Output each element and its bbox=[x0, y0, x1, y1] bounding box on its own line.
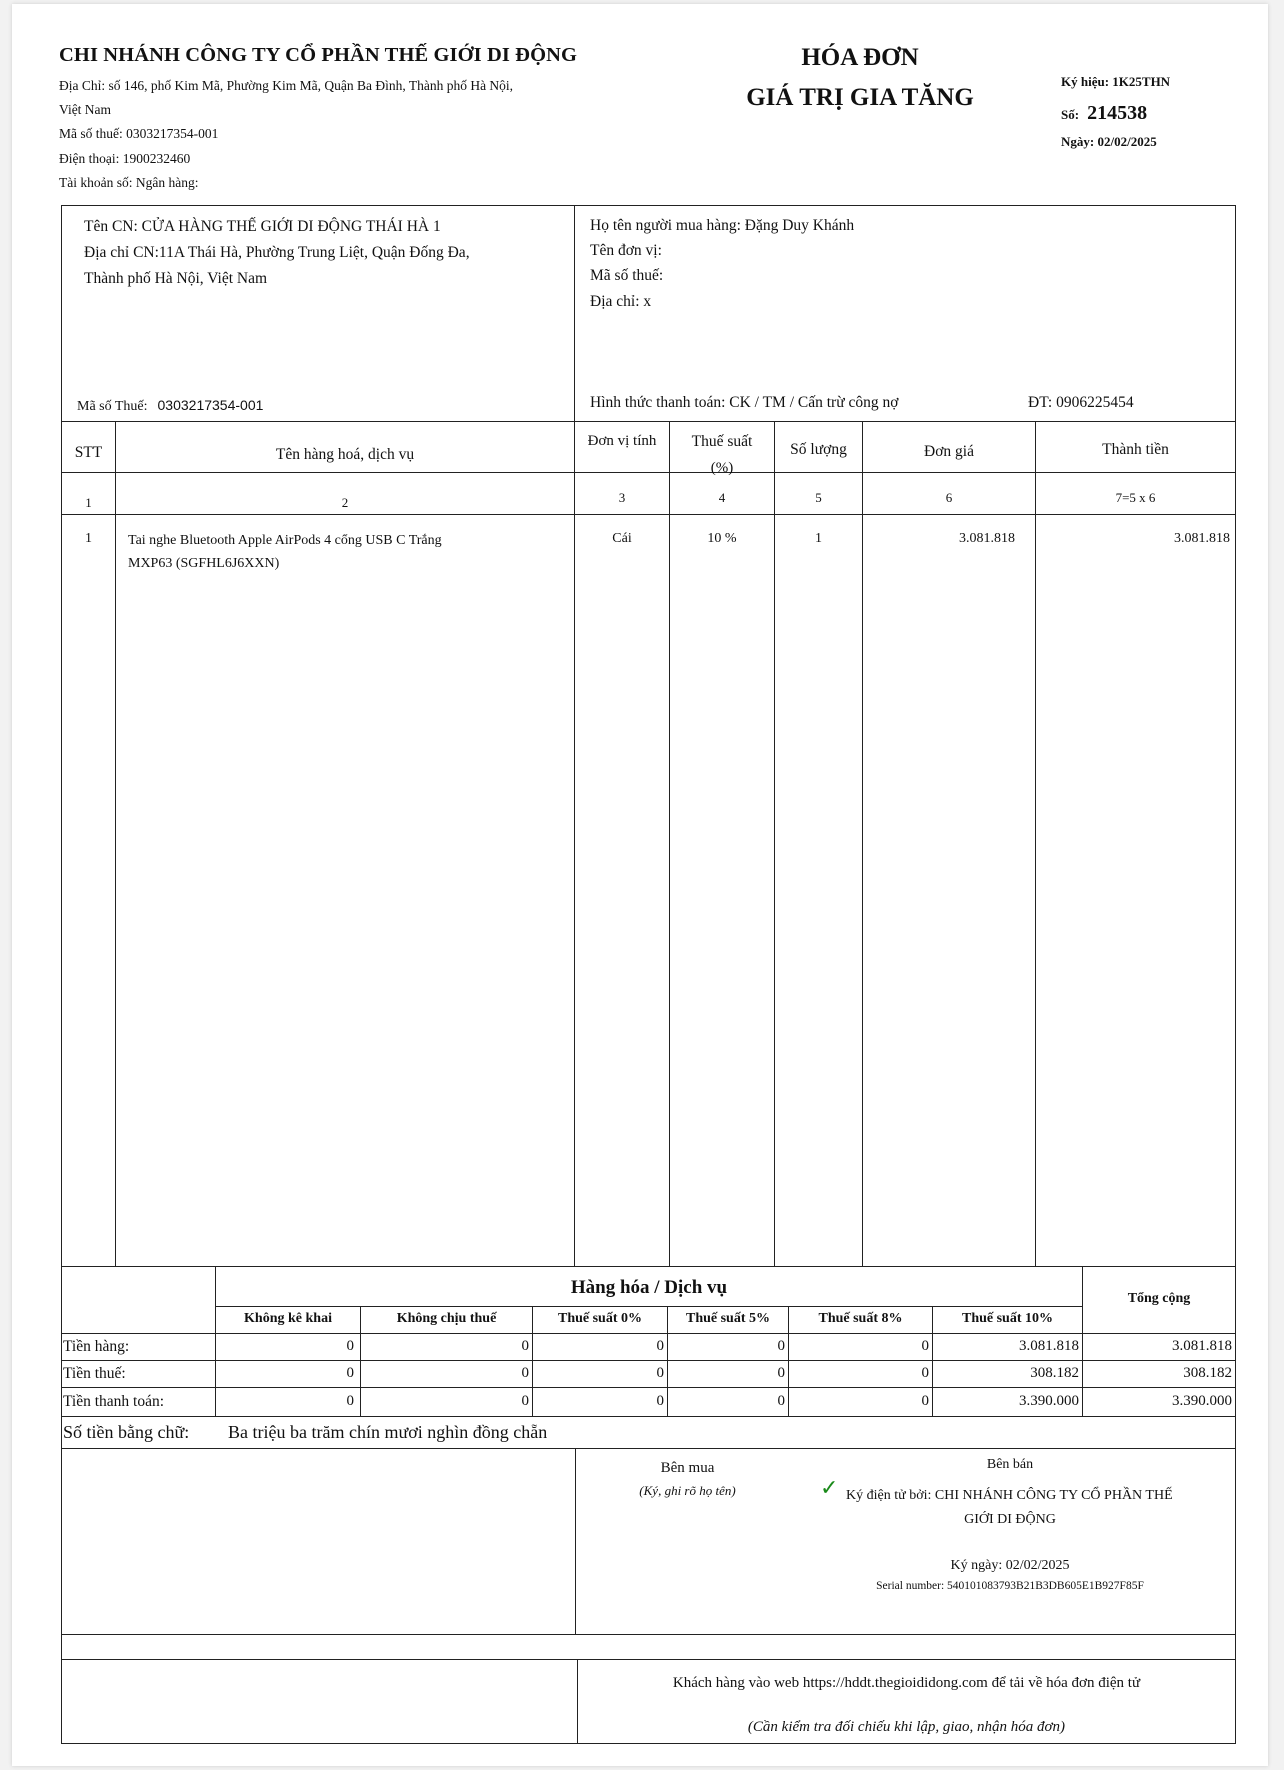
check-icon: ✓ bbox=[820, 1476, 839, 1501]
row-unit: Cái bbox=[612, 531, 632, 546]
colnum-3: 3 bbox=[618, 490, 626, 505]
branch-address-line2: Thành phố Hà Nội, Việt Nam bbox=[84, 270, 268, 287]
summary-cell: 0 bbox=[346, 1338, 354, 1354]
header-tax-rate-line2: (%) bbox=[710, 460, 734, 476]
serial-number: Serial number: 540101083793B21B3DB605E1B927F85F bbox=[876, 1580, 1144, 1592]
buyer-unit: Tên đơn vị: bbox=[590, 242, 662, 259]
sign-date: Ký ngày: 02/02/2025 bbox=[950, 1558, 1070, 1573]
buyer-address: Địa chỉ: x bbox=[590, 293, 652, 310]
branch-tax-value: 0303217354-001 bbox=[157, 397, 264, 413]
col-line-6 bbox=[1035, 421, 1036, 1266]
frame-left-line bbox=[61, 205, 62, 1743]
colnum-6: 6 bbox=[945, 490, 953, 505]
colnum-5: 5 bbox=[815, 490, 822, 505]
summary-total-header: Tổng cộng bbox=[1127, 1291, 1191, 1306]
summary-col-header: Thuế suất 5% bbox=[685, 1311, 771, 1326]
col-line-4 bbox=[774, 421, 775, 1266]
colnum-1: 1 bbox=[85, 495, 92, 510]
summary-cell: 0 bbox=[656, 1338, 664, 1354]
summary-cell: 0 bbox=[921, 1393, 929, 1409]
summary-cell: 0 bbox=[777, 1338, 785, 1354]
summary-col-header: Không kê khai bbox=[244, 1311, 332, 1326]
summary-cell: 0 bbox=[777, 1365, 785, 1381]
seller-account: Tài khoản số: Ngân hàng: bbox=[59, 175, 199, 190]
summary-row-label: Tiền thanh toán: bbox=[63, 1393, 165, 1410]
branch-tax-label: Mã số Thuế: bbox=[77, 399, 148, 414]
summary-cell: 0 bbox=[521, 1393, 529, 1409]
header-tax-rate-line1: Thuế suất bbox=[691, 433, 753, 450]
summary-row-label: Tiền hàng: bbox=[63, 1338, 130, 1355]
header-unit: Đơn vị tính bbox=[587, 433, 657, 449]
row-name-line2: MXP63 (SGFHL6J6XXN) bbox=[128, 556, 280, 571]
branch-address-line1: Địa chỉ CN:11A Thái Hà, Phường Trung Liệt, Quận Đống Đa, bbox=[84, 244, 470, 261]
summary-total-cell: 3.081.818 bbox=[1172, 1338, 1232, 1354]
invoice-symbol: Ký hiệu: 1K25THN bbox=[1061, 74, 1171, 89]
buyer-signature-title: Bên mua bbox=[660, 1460, 715, 1476]
row-qty: 1 bbox=[815, 531, 822, 546]
seller-address-line2: Việt Nam bbox=[59, 102, 112, 117]
summary-cell: 3.081.818 bbox=[1019, 1338, 1079, 1354]
header-item-name: Tên hàng hoá, dịch vụ bbox=[275, 446, 415, 463]
summary-cell: 3.390.000 bbox=[1019, 1393, 1079, 1409]
invoice-title-line2: GIÁ TRỊ GIA TĂNG bbox=[746, 84, 974, 111]
seller-address-line1: Địa Chỉ: số 146, phố Kim Mã, Phường Kim Mã, Quận Ba Đình, Thành phố Hà Nội, bbox=[59, 78, 514, 93]
row-name-line1: Tai nghe Bluetooth Apple AirPods 4 cổng USB C Trắng bbox=[128, 533, 442, 548]
in-words-label: Số tiền bằng chữ: bbox=[63, 1422, 190, 1442]
summary-group-title: Hàng hóa / Dịch vụ bbox=[570, 1277, 728, 1298]
colnum-4: 4 bbox=[718, 490, 726, 505]
summary-row1-line bbox=[61, 1360, 1236, 1361]
col-line-3 bbox=[669, 421, 670, 1266]
col-line-2 bbox=[574, 421, 575, 1266]
frame-right-line bbox=[1235, 205, 1236, 1743]
invoice-title-line1: HÓA ĐƠN bbox=[801, 44, 919, 71]
payment-method: Hình thức thanh toán: CK / TM / Cấn trừ công nợ bbox=[590, 394, 899, 411]
branch-name: Tên CN: CỬA HÀNG THẾ GIỚI DI ĐỘNG THÁI HÀ 1 bbox=[84, 218, 441, 235]
summary-cell: 0 bbox=[521, 1365, 529, 1381]
seller-signature-title: Bên bán bbox=[986, 1457, 1034, 1472]
summary-cell: 0 bbox=[346, 1365, 354, 1381]
buyer-tax-code: Mã số thuế: bbox=[590, 267, 664, 284]
row-tax-rate: 10 % bbox=[707, 531, 737, 546]
invoice-number-label: Số: bbox=[1061, 107, 1080, 122]
summary-total-cell: 3.390.000 bbox=[1172, 1393, 1232, 1409]
seller-company-name: CHI NHÁNH CÔNG TY CỔ PHẦN THẾ GIỚI DI ĐỘNG bbox=[59, 44, 578, 66]
header-price: Đơn giá bbox=[924, 443, 974, 460]
header-qty: Số lượng bbox=[790, 441, 847, 458]
footer-web-note: Khách hàng vào web https://hddt.thegioididong.com để tải về hóa đơn điện tử bbox=[672, 1675, 1141, 1691]
summary-cell: 0 bbox=[346, 1393, 354, 1409]
frame-top-line bbox=[61, 205, 1236, 206]
summary-row-label: Tiền thuế: bbox=[63, 1365, 126, 1382]
summary-cell: 0 bbox=[921, 1338, 929, 1354]
summary-group-line bbox=[215, 1306, 1082, 1307]
summary-row2-line bbox=[61, 1387, 1236, 1388]
invoice-date: Ngày: 02/02/2025 bbox=[1061, 134, 1157, 149]
row-stt: 1 bbox=[85, 531, 92, 546]
summary-cell: 0 bbox=[656, 1393, 664, 1409]
seller-phone: Điện thoại: 1900232460 bbox=[59, 151, 191, 166]
buyer-name: Họ tên người mua hàng: Đặng Duy Khánh bbox=[590, 217, 855, 234]
summary-cell: 308.182 bbox=[1030, 1365, 1079, 1381]
summary-row3-line bbox=[61, 1416, 1236, 1417]
invoice-number-block bbox=[1061, 102, 1147, 125]
branch-tax-block bbox=[77, 397, 263, 415]
signed-by-line1: Ký điện tử bởi: CHI NHÁNH CÔNG TY CỔ PHẦN THẾ bbox=[846, 1488, 1173, 1503]
signed-by-line2: GIỚI DI ĐỘNG bbox=[964, 1512, 1056, 1527]
row-price: 3.081.818 bbox=[959, 531, 1015, 546]
table-header-bottom-line bbox=[61, 472, 1236, 473]
summary-col-header: Thuế suất 0% bbox=[557, 1311, 643, 1326]
col-line-1 bbox=[115, 421, 116, 1266]
colnum-7: 7=5 x 6 bbox=[1115, 490, 1156, 505]
seller-tax-code: Mã số thuế: 0303217354-001 bbox=[59, 126, 219, 141]
summary-total-cell: 308.182 bbox=[1183, 1365, 1232, 1381]
table-header-top-line bbox=[61, 421, 1236, 422]
buyer-phone: ĐT: 0906225454 bbox=[1028, 394, 1134, 411]
header-amount: Thành tiền bbox=[1102, 441, 1169, 458]
info-divider-line bbox=[574, 205, 575, 421]
footer-top-line bbox=[61, 1659, 1236, 1660]
in-words-value: Ba triệu ba trăm chín mươi nghìn đồng chẵn bbox=[228, 1422, 548, 1442]
summary-cell: 0 bbox=[521, 1338, 529, 1354]
summary-header-bottom-line bbox=[61, 1333, 1236, 1334]
row-amount: 3.081.818 bbox=[1174, 531, 1230, 546]
summary-top-line bbox=[61, 1266, 1236, 1267]
buyer-signature-note: (Ký, ghi rõ họ tên) bbox=[639, 1483, 736, 1498]
words-bottom-line bbox=[61, 1448, 1236, 1449]
header-stt: STT bbox=[74, 444, 103, 461]
signature-bottom-line bbox=[61, 1634, 1236, 1635]
summary-col-header: Thuế suất 8% bbox=[818, 1311, 903, 1326]
table-colnum-bottom-line bbox=[61, 514, 1236, 515]
frame-bottom-line bbox=[61, 1743, 1236, 1744]
summary-cell: 0 bbox=[656, 1365, 664, 1381]
col-line-5 bbox=[862, 421, 863, 1266]
footer-check-note: (Cần kiểm tra đối chiếu khi lập, giao, nhận hóa đơn) bbox=[747, 1719, 1066, 1735]
invoice-number: 214538 bbox=[1087, 102, 1148, 124]
colnum-2: 2 bbox=[341, 495, 349, 510]
summary-col-header: Không chịu thuế bbox=[396, 1311, 497, 1326]
summary-cell: 0 bbox=[921, 1365, 929, 1381]
summary-col-header: Thuế suất 10% bbox=[961, 1311, 1054, 1326]
summary-cell: 0 bbox=[777, 1393, 785, 1409]
